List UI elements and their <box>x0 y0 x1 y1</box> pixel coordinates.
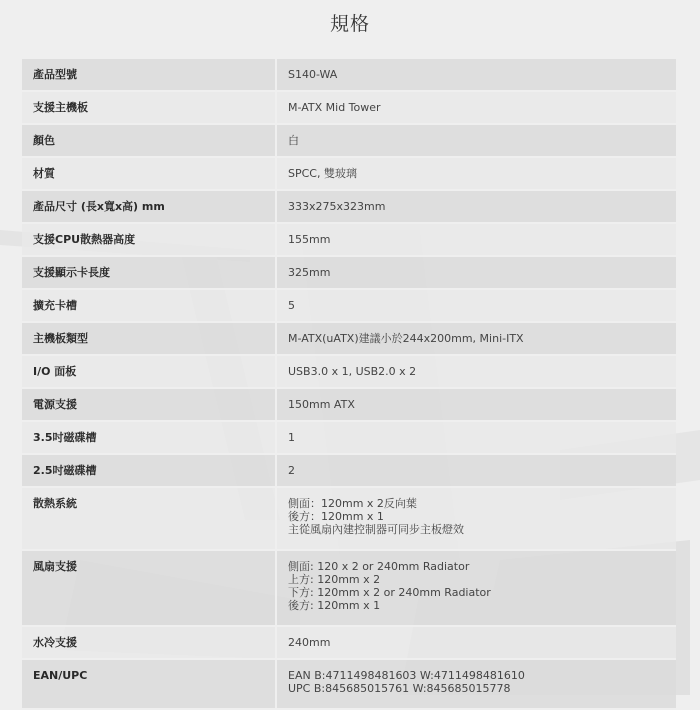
spec-key: 產品型號 <box>33 68 77 81</box>
spec-value: 側面：120mm x 2反向葉 <box>288 497 417 510</box>
page-title: 規格 <box>329 13 370 35</box>
spec-value: UPC B:845685015761 W:845685015778 <box>288 682 511 695</box>
spec-key: 散熱系統 <box>33 497 77 510</box>
spec-value: 2 <box>288 464 295 477</box>
spec-row <box>22 59 676 91</box>
spec-value-cell <box>276 355 676 388</box>
spec-row <box>22 124 676 157</box>
spec-row <box>22 355 676 388</box>
spec-row <box>22 454 676 487</box>
spec-value-cell <box>276 91 676 124</box>
spec-key: 風扇支援 <box>33 560 77 573</box>
spec-value: SPCC, 雙玻璃 <box>288 167 357 180</box>
spec-value-cell <box>276 256 676 289</box>
spec-key-cell <box>22 59 276 91</box>
spec-value: 主從風扇內建控制器可同步主板燈效 <box>288 523 464 536</box>
spec-key-cell <box>22 223 276 256</box>
spec-key: 支援CPU散熱器高度 <box>33 233 136 246</box>
spec-value-cell <box>276 223 676 256</box>
spec-key-cell <box>22 626 276 659</box>
spec-key-cell <box>22 124 276 157</box>
spec-value-cell <box>276 487 676 550</box>
spec-key-cell <box>22 421 276 454</box>
spec-row <box>22 421 676 454</box>
spec-key: 支援主機板 <box>33 101 88 114</box>
spec-value: 1 <box>288 431 295 444</box>
spec-value-cell <box>276 626 676 659</box>
spec-key-cell <box>22 91 276 124</box>
spec-value: 下方: 120mm x 2 or 240mm Radiator <box>288 586 491 599</box>
spec-key-cell <box>22 157 276 190</box>
spec-table <box>22 59 676 710</box>
spec-key-cell <box>22 256 276 289</box>
spec-key: I/O 面板 <box>33 365 77 378</box>
spec-row <box>22 256 676 289</box>
spec-value-cell <box>276 157 676 190</box>
spec-key: 2.5吋磁碟槽 <box>33 464 97 477</box>
spec-value: EAN B:4711498481603 W:4711498481610 <box>288 669 525 682</box>
spec-key-cell <box>22 550 276 626</box>
spec-value: M-ATX Mid Tower <box>288 101 381 114</box>
spec-value: 150mm ATX <box>288 398 355 411</box>
spec-key-cell <box>22 190 276 223</box>
spec-key-cell <box>22 355 276 388</box>
spec-key-cell <box>22 659 276 709</box>
spec-value: 白 <box>288 134 299 147</box>
spec-key: EAN/UPC <box>33 669 88 682</box>
spec-value: 上方: 120mm x 2 <box>288 573 381 586</box>
spec-value: 155mm <box>288 233 331 246</box>
spec-key-cell <box>22 487 276 550</box>
spec-value: 240mm <box>288 636 331 649</box>
spec-key-cell <box>22 388 276 421</box>
spec-key: 材質 <box>33 167 55 180</box>
spec-key: 產品尺寸 (長x寬x高) mm <box>33 200 165 213</box>
spec-key: 電源支援 <box>33 398 77 411</box>
spec-key: 主機板類型 <box>33 332 88 345</box>
spec-key-cell <box>22 322 276 355</box>
spec-row <box>22 223 676 256</box>
spec-row <box>22 157 676 190</box>
spec-row <box>22 289 676 322</box>
spec-row <box>22 659 676 709</box>
spec-value: 後方：120mm x 1 <box>288 510 384 523</box>
spec-value-cell <box>276 190 676 223</box>
spec-value: USB3.0 x 1, USB2.0 x 2 <box>288 365 417 378</box>
spec-value: M-ATX(uATX)建議小於244x200mm, Mini-ITX <box>288 332 524 345</box>
spec-value: 333x275x323mm <box>288 200 386 213</box>
spec-row <box>22 322 676 355</box>
spec-row <box>22 388 676 421</box>
spec-value-cell <box>276 124 676 157</box>
spec-value-cell <box>276 550 676 626</box>
spec-value: 325mm <box>288 266 331 279</box>
spec-value: S140-WA <box>288 68 338 81</box>
spec-value-cell <box>276 59 676 91</box>
spec-value-cell <box>276 322 676 355</box>
spec-key: 支援顯示卡長度 <box>33 266 110 279</box>
spec-value-cell <box>276 659 676 709</box>
spec-key-cell <box>22 289 276 322</box>
spec-row <box>22 91 676 124</box>
spec-value-cell <box>276 289 676 322</box>
spec-value-cell <box>276 454 676 487</box>
spec-row <box>22 626 676 659</box>
spec-value: 5 <box>288 299 295 312</box>
spec-key-cell <box>22 454 276 487</box>
spec-key: 水冷支援 <box>33 636 77 649</box>
spec-value-cell <box>276 421 676 454</box>
spec-key: 顏色 <box>33 134 55 147</box>
spec-value: 後方: 120mm x 1 <box>288 599 381 612</box>
spec-row <box>22 550 676 626</box>
spec-row <box>22 487 676 550</box>
spec-value: 側面: 120 x 2 or 240mm Radiator <box>288 560 470 573</box>
spec-value-cell <box>276 388 676 421</box>
spec-key: 3.5吋磁碟槽 <box>33 431 97 444</box>
spec-key: 擴充卡槽 <box>33 299 77 312</box>
spec-row <box>22 190 676 223</box>
